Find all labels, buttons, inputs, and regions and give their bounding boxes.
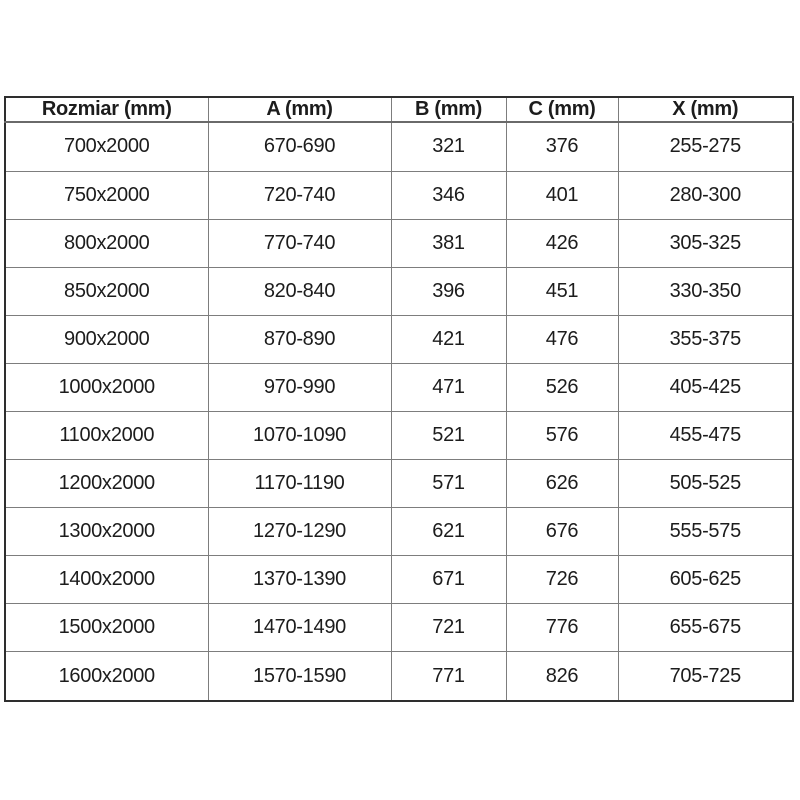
table-cell: 721: [391, 604, 506, 652]
table-body: [5, 122, 793, 701]
table-cell: 970-990: [208, 363, 391, 411]
table-row: [5, 363, 793, 411]
table-cell: 771: [391, 652, 506, 701]
table-cell: 255-275: [618, 122, 793, 171]
table-row: [5, 556, 793, 604]
table-cell: 820-840: [208, 267, 391, 315]
table-cell: 705-725: [618, 652, 793, 701]
table-cell: 726: [506, 556, 618, 604]
header-row: [5, 97, 793, 122]
table-cell: 526: [506, 363, 618, 411]
table-cell: 670-690: [208, 122, 391, 171]
table-cell: 555-575: [618, 508, 793, 556]
table-cell: 900x2000: [5, 315, 208, 363]
table-cell: 850x2000: [5, 267, 208, 315]
table-cell: 396: [391, 267, 506, 315]
table-cell: 676: [506, 508, 618, 556]
table-row: [5, 508, 793, 556]
table-cell: 1500x2000: [5, 604, 208, 652]
table-cell: 671: [391, 556, 506, 604]
table-cell: 605-625: [618, 556, 793, 604]
table-cell: 401: [506, 171, 618, 219]
table-cell: 421: [391, 315, 506, 363]
column-header-x: X (mm): [618, 97, 793, 122]
table-cell: 1100x2000: [5, 411, 208, 459]
column-header-rozmiar: Rozmiar (mm): [5, 97, 208, 122]
table-row: [5, 411, 793, 459]
table-row: [5, 604, 793, 652]
table-cell: 576: [506, 411, 618, 459]
table-cell: 1600x2000: [5, 652, 208, 701]
table-cell: 376: [506, 122, 618, 171]
table-row: [5, 460, 793, 508]
table-cell: 1570-1590: [208, 652, 391, 701]
table-cell: 521: [391, 411, 506, 459]
column-header-a: A (mm): [208, 97, 391, 122]
table-cell: 1170-1190: [208, 460, 391, 508]
table-cell: 355-375: [618, 315, 793, 363]
table-cell: 426: [506, 219, 618, 267]
table-row: [5, 315, 793, 363]
table-row: [5, 122, 793, 171]
size-specification-table-container: [4, 96, 792, 702]
column-header-b: B (mm): [391, 97, 506, 122]
table-cell: 1470-1490: [208, 604, 391, 652]
table-cell: 1400x2000: [5, 556, 208, 604]
table-cell: 451: [506, 267, 618, 315]
table-cell: 330-350: [618, 267, 793, 315]
table-row: [5, 652, 793, 701]
table-cell: 476: [506, 315, 618, 363]
table-cell: 1270-1290: [208, 508, 391, 556]
table-cell: 1300x2000: [5, 508, 208, 556]
table-cell: 776: [506, 604, 618, 652]
table-cell: 381: [391, 219, 506, 267]
table-cell: 321: [391, 122, 506, 171]
table-cell: 455-475: [618, 411, 793, 459]
table-row: [5, 267, 793, 315]
table-row: [5, 171, 793, 219]
table-cell: 720-740: [208, 171, 391, 219]
table-cell: 826: [506, 652, 618, 701]
table-cell: 700x2000: [5, 122, 208, 171]
size-specification-table: [4, 96, 794, 702]
table-cell: 571: [391, 460, 506, 508]
table-cell: 405-425: [618, 363, 793, 411]
table-cell: 505-525: [618, 460, 793, 508]
table-cell: 655-675: [618, 604, 793, 652]
table-cell: 1070-1090: [208, 411, 391, 459]
table-cell: 770-740: [208, 219, 391, 267]
table-cell: 305-325: [618, 219, 793, 267]
table-cell: 346: [391, 171, 506, 219]
table-cell: 1370-1390: [208, 556, 391, 604]
table-cell: 750x2000: [5, 171, 208, 219]
table-cell: 800x2000: [5, 219, 208, 267]
table-cell: 1200x2000: [5, 460, 208, 508]
table-cell: 870-890: [208, 315, 391, 363]
column-header-c: C (mm): [506, 97, 618, 122]
table-cell: 626: [506, 460, 618, 508]
table-cell: 1000x2000: [5, 363, 208, 411]
table-row: [5, 219, 793, 267]
table-cell: 471: [391, 363, 506, 411]
table-cell: 280-300: [618, 171, 793, 219]
table-cell: 621: [391, 508, 506, 556]
